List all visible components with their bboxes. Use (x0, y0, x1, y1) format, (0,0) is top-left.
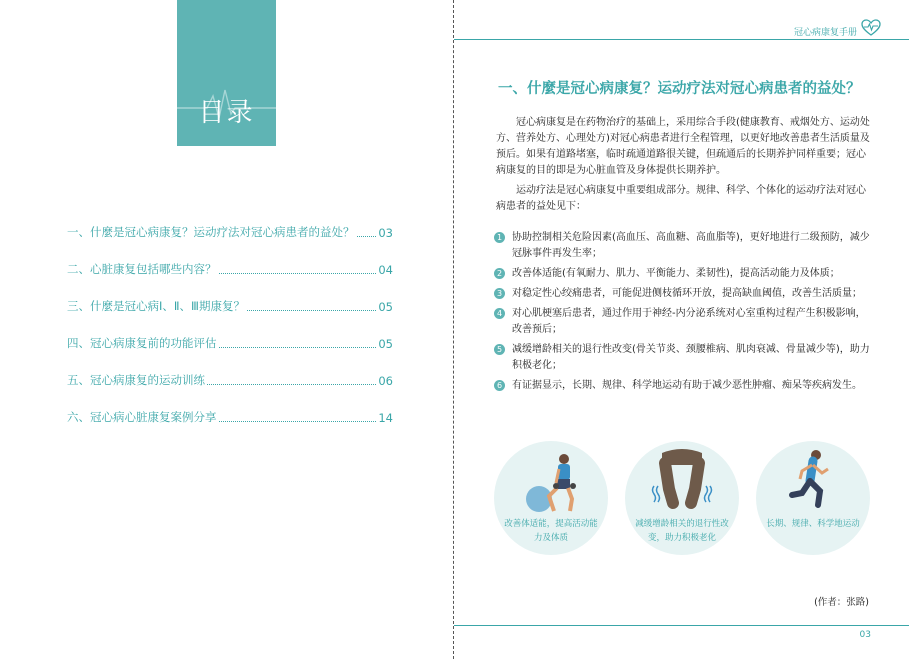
benefit-list (494, 230, 872, 398)
toc-leader (219, 347, 377, 348)
illustration-running (756, 441, 870, 555)
number-badge: 6 (494, 380, 505, 391)
toc-entry[interactable] (67, 314, 393, 351)
toc-entry[interactable] (67, 240, 393, 277)
toc-entry-title: 三、什麼是冠心病Ⅰ、Ⅱ、Ⅲ期康复？ (67, 299, 245, 313)
list-item-text: 改善体适能(有氧耐力、肌力、平衡能力、柔韧性)，提高活动能力及体质； (512, 268, 840, 279)
toc-entry-page: 05 (378, 337, 393, 351)
list-item-text: 协助控制相关危险因素(高血压、高血糖、高血脂等)，更好地进行二级预防，减少冠脉事件再发生率； (512, 232, 870, 259)
heart-pulse-icon (861, 19, 881, 37)
toc-entry-page: 04 (378, 263, 393, 277)
toc-entry-title: 四、冠心病康复前的功能评估 (67, 336, 217, 350)
toc-entry[interactable] (67, 203, 393, 240)
toc-leader (219, 421, 377, 422)
toc-entry[interactable] (67, 351, 393, 388)
list-item (494, 286, 872, 302)
number-badge: 4 (494, 308, 505, 319)
list-item (494, 378, 872, 394)
list-item-text: 对心肌梗塞后患者，通过作用于神经-内分泌系统对心室重构过程产生积极影响，改善预后； (512, 308, 866, 335)
number-badge: 3 (494, 288, 505, 299)
toc-leader (219, 273, 377, 274)
table-of-contents (67, 203, 393, 425)
illustration-fitness (494, 441, 608, 555)
toc-entry-title: 二、心脏康复包括哪些内容？ (67, 262, 217, 276)
toc-title: 目录 (198, 98, 255, 128)
toc-entry-page: 06 (378, 374, 393, 388)
toc-banner (177, 0, 276, 146)
list-item-text: 对稳定性心绞痛患者，可能促进侧枝循环开放，提高缺血阈值，改善生活质量； (512, 288, 862, 299)
toc-entry[interactable] (67, 277, 393, 314)
list-item (494, 230, 872, 262)
page-number: 03 (859, 630, 871, 640)
toc-leader (357, 236, 377, 237)
toc-entry-page: 14 (378, 411, 393, 425)
toc-leader (207, 384, 376, 385)
section-title: 一、什麼是冠心病康复？运动疗法对冠心病患者的益处？ (498, 81, 861, 97)
benefits-intro-paragraph: 运动疗法是冠心病康复中重要组成部分。规律、科学、个体化的运动疗法对冠心病患者的益处见下： (496, 185, 866, 212)
list-item-text: 有证据显示，长期、规律、科学地运动有助于减少恶性肿瘤、痴呆等疾病发生。 (512, 380, 862, 391)
intro-paragraph: 冠心病康复是在药物治疗的基础上，采用综合手段(健康教育、戒烟处方、运动处方、营养处方、心理处方)对冠心病患者进行全程管理，以更好地改善患者生活质量及预后。如果有道路堵塞，临时疏通道路很关键，但疏通后的长期养护同样重要；冠心病康复的目的即是为心脏血管及身体提供长期养护。 (496, 117, 870, 176)
left-page (0, 0, 453, 659)
illustration-caption: 长期、规律、科学地运动 (766, 519, 860, 529)
header-title: 冠心病康复手册 (793, 28, 857, 38)
toc-entry-page: 03 (378, 226, 393, 240)
toc-entry-title: 五、冠心病康复的运动训练 (67, 373, 205, 387)
toc-leader (247, 310, 376, 311)
number-badge: 1 (494, 232, 505, 243)
footer-rule (454, 625, 909, 626)
header-rule (454, 39, 909, 40)
list-item (494, 306, 872, 338)
running-man-icon (756, 441, 870, 555)
author-credit: (作者：张路) (814, 597, 869, 608)
toc-entry[interactable] (67, 388, 393, 425)
number-badge: 2 (494, 268, 505, 279)
toc-entry-title: 一、什麼是冠心病康复？运动疗法对冠心病患者的益处？ (67, 225, 355, 239)
right-page (454, 0, 909, 659)
illustration-caption: 改善体适能，提高活动能力及体质 (504, 519, 598, 543)
list-item (494, 342, 872, 374)
illustration-aging (625, 441, 739, 555)
list-item (494, 266, 872, 282)
number-badge: 5 (494, 344, 505, 355)
toc-entry-page: 05 (378, 300, 393, 314)
list-item-text: 减缓增龄相关的退行性改变(骨关节炎、颈腰椎病、肌肉衰减、骨量减少等)，助力积极老化； (512, 344, 870, 371)
toc-entry-title: 六、冠心病心脏康复案例分享 (67, 410, 217, 424)
illustration-caption: 减缓增龄相关的退行性改变，助力积极老化 (635, 519, 729, 543)
